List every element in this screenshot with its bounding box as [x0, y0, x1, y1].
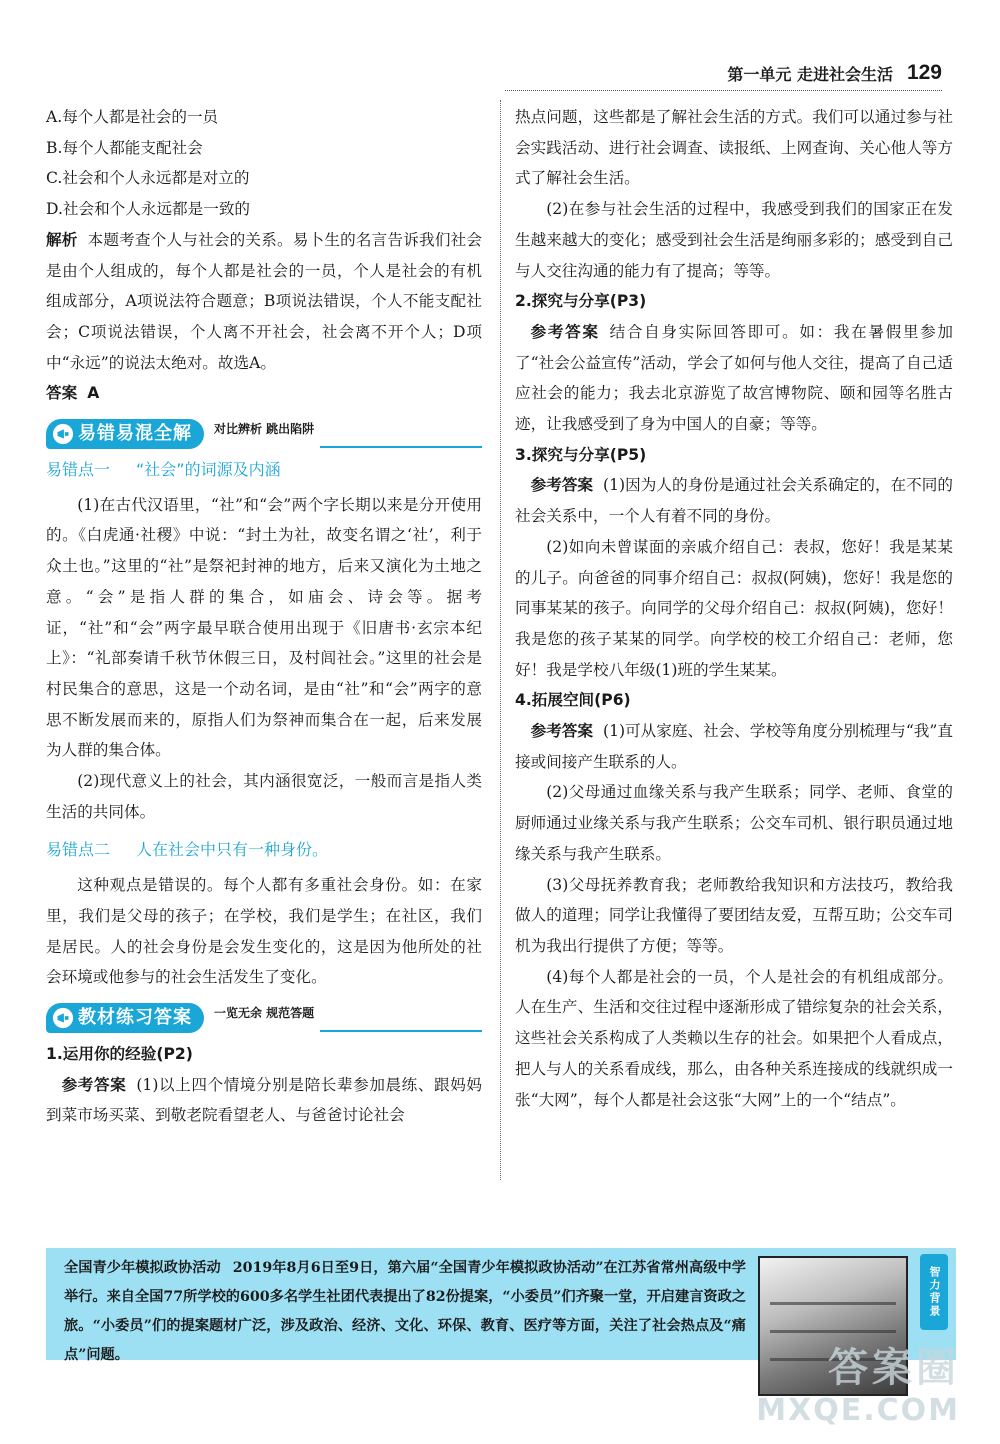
question-4-text-2: (2)父母通过血缘关系与我产生联系；同学、老师、食堂的厨师通过业缘关系与我产生联系；公交车司机、银行职员通过地缘关系与我产生联系。	[515, 783, 953, 863]
question-2-title: 2.探究与分享(P3)	[515, 292, 647, 311]
banner-title: 易错易混全解	[78, 422, 192, 444]
mistake-point-label: 易错点一	[46, 460, 111, 480]
question-4-text-4: (4)每个人都是社会的一员，个人是社会的有机组成部分。人在生产、生活和交往过程中逐渐形成了错综复杂的社会关系，这些社会关系构成了人类赖以生存的社会。如果把个人看成点，把人与人的关系看成线，那么，由各种关系连接成的线就织成一张“大网”，每个人都是社会这张“大网”上的一个“结点”。	[515, 967, 953, 1109]
reference-answer-label: 参考答案	[530, 476, 594, 495]
unit-title: 第一单元 走进社会生活	[727, 64, 893, 84]
question-2-text: 结合自身实际回答即可。如：我在暑假里参加了“社会公益宣传”活动，学会了如何与他人交往，提高了自己适应社会的能力；我去北京游览了故宫博物院、颐和园等名胜古迹，让我感受到了身为中国人的自豪；等等。	[515, 322, 953, 434]
question-1-answer	[46, 1070, 482, 1131]
watermark	[756, 1336, 960, 1428]
option-c: C.社会和个人永远都是对立的	[46, 169, 250, 188]
question-4-title: 4.拓展空间(P6)	[515, 691, 631, 710]
banner-pill	[46, 1003, 204, 1033]
question-2-answer	[515, 317, 953, 440]
option-a: A.每个人都是社会的一员	[46, 108, 219, 126]
column-divider	[500, 100, 501, 1180]
point1-paragraph-1: (1)在古代汉语里，“社”和“会”两个字长期以来是分开使用的。《白虎通·社稷》中说：“封土为社，故变名谓之‘社’，利于众土也。”这里的“社”是祭祀封神的地方，后来又演化为土地之意。“会”是指人群的集合，如庙会、诗会等。据考证，“社”和“会”两字最早联合使用出现于《旧唐书·玄宗本纪上》：“礼部奏请千秋节休假三日，及村闾社会。”这里的社会是村民集合的意思，这是一个动名词，是由“社”和“会”两字的意思不断发展而来的，原指人们为祭神而集合在一起，后来发展为人群的集合体。	[46, 495, 482, 760]
point2-paragraph: 这种观点是错误的。每个人都有多重社会身份。如：在家里，我们是父母的孩子；在学校，我们是学生；在社区，我们是居民。人的社会身份是会发生变化的，这是因为他所处的社会环境或他参与的社会生活发生了变化。	[46, 876, 482, 987]
question-3-text-2: (2)如向未曾谋面的亲戚介绍自己：表叔，您好！我是某某的儿子。向爸爸的同事介绍自己：叔叔(阿姨)，您好！我是您的同事某某的孩子。向同学的父母介绍自己：叔叔(阿姨)，您好！我是您的孩子某某的同学。向学校的校工介绍自己：老师，您好！我是学校八年级(1)班的学生某某。	[515, 537, 953, 679]
question-3-text-1: (1)因为人的身份是通过社会关系确定的，在不同的社会关系中，一个人有着不同的身份。	[515, 476, 953, 526]
background-info-body: 2019年8月6日至9日，第六届“全国青少年模拟政协活动”在江苏省常州高级中学举行。来自全国77所学校的600多名学生社团代表提出了82份提案，“小委员”们齐聚一堂，开启建言资政之旅。“小委员”们的提案题材广泛，涉及政治、经济、文化、环保、教育、医疗等方面，关注了社会热点及“痛点”问题。	[64, 1260, 746, 1363]
banner-pill	[46, 419, 204, 449]
analysis-label: 解析	[46, 230, 78, 249]
banner-subtitle: 一览无余 规范答题	[214, 1006, 315, 1021]
mistake-point-2-title	[46, 835, 482, 866]
question-3-title: 3.探究与分享(P5)	[515, 445, 647, 464]
background-info-title: 全国青少年模拟政协活动	[64, 1260, 221, 1276]
option-b: B.每个人都能支配社会	[46, 138, 203, 157]
banner-underline	[320, 1030, 482, 1032]
mistake-point-label: 易错点二	[46, 840, 111, 860]
watermark-line-2: MXQE.COM	[756, 1393, 960, 1428]
q1-continued: 热点问题，这些都是了解社会生活的方式。我们可以通过参与社会实践活动、进行社会调查、读报纸、上网查询、关心他人等方式了解社会生活。	[515, 108, 953, 188]
watermark-line-1: 答案圈	[828, 1345, 960, 1391]
left-column	[46, 102, 482, 1131]
answer-label: 答案	[46, 384, 78, 403]
section-banner-mistakes	[46, 415, 482, 449]
background-tag: 智力背景	[920, 1254, 948, 1330]
question-1-title: 1.运用你的经验(P2)	[46, 1044, 193, 1063]
question-4-text-1: (1)可从家庭、社会、学校等角度分别梳理与“我”直接或间接产生联系的人。	[515, 722, 953, 771]
background-info-text	[64, 1254, 746, 1370]
analysis-text: 本题考查个人与社会的关系。易卜生的名言告诉我们社会是由个人组成的，每个人都是社会的一员，个人是社会的有机组成部分，A项说法符合题意；B项说法错误，个人不能支配社会；C项说法错误，个人离不开社会，社会离不开个人；D项中“永远”的说法太绝对。故选A。	[46, 230, 482, 372]
mistake-point-1-title	[46, 455, 482, 486]
reference-answer-label: 参考答案	[61, 1075, 127, 1094]
option-d: D.社会和个人永远都是一致的	[46, 200, 251, 219]
reference-answer-label: 参考答案	[530, 322, 600, 341]
q1-part-2: (2)在参与社会生活的过程中，我感受到我们的国家正在发生越来越大的变化；感受到社会生活是绚丽多彩的；感受到自己与人交往沟通的能力有了提高；等等。	[515, 200, 953, 280]
mistake-point-heading: “社会”的词源及内涵	[136, 460, 281, 480]
mistake-point-heading: 人在社会中只有一种身份。	[136, 840, 329, 860]
page-number: 129	[906, 61, 942, 84]
question-4-answer	[515, 716, 953, 777]
megaphone-icon	[52, 1007, 74, 1029]
question-1-text: (1)以上四个情境分别是陪长辈参加晨练、跟妈妈到菜市场买菜、到敬老院看望老人、与爸爸讨论社会	[46, 1075, 482, 1125]
banner-subtitle: 对比辨析 跳出陷阱	[214, 422, 315, 437]
answer-line	[46, 378, 482, 409]
page-header	[727, 60, 942, 86]
header-rule	[505, 90, 942, 91]
right-column	[515, 102, 953, 1115]
banner-title: 教材练习答案	[78, 1006, 192, 1028]
answer-value: A	[87, 384, 100, 403]
analysis-paragraph	[46, 225, 482, 379]
point1-paragraph-2: (2)现代意义上的社会，其内涵很宽泛，一般而言是指人类生活的共同体。	[46, 772, 482, 821]
section-banner-answers	[46, 999, 482, 1033]
banner-underline	[320, 446, 482, 448]
question-3-answer	[515, 470, 953, 531]
reference-answer-label: 参考答案	[530, 722, 593, 741]
megaphone-icon	[52, 423, 74, 445]
question-4-text-3: (3)父母抚养教育我；老师教给我知识和方法技巧，教给我做人的道理；同学让我懂得了要团结友爱，互帮互助；公交车司机为我出行提供了方便；等等。	[515, 875, 953, 955]
